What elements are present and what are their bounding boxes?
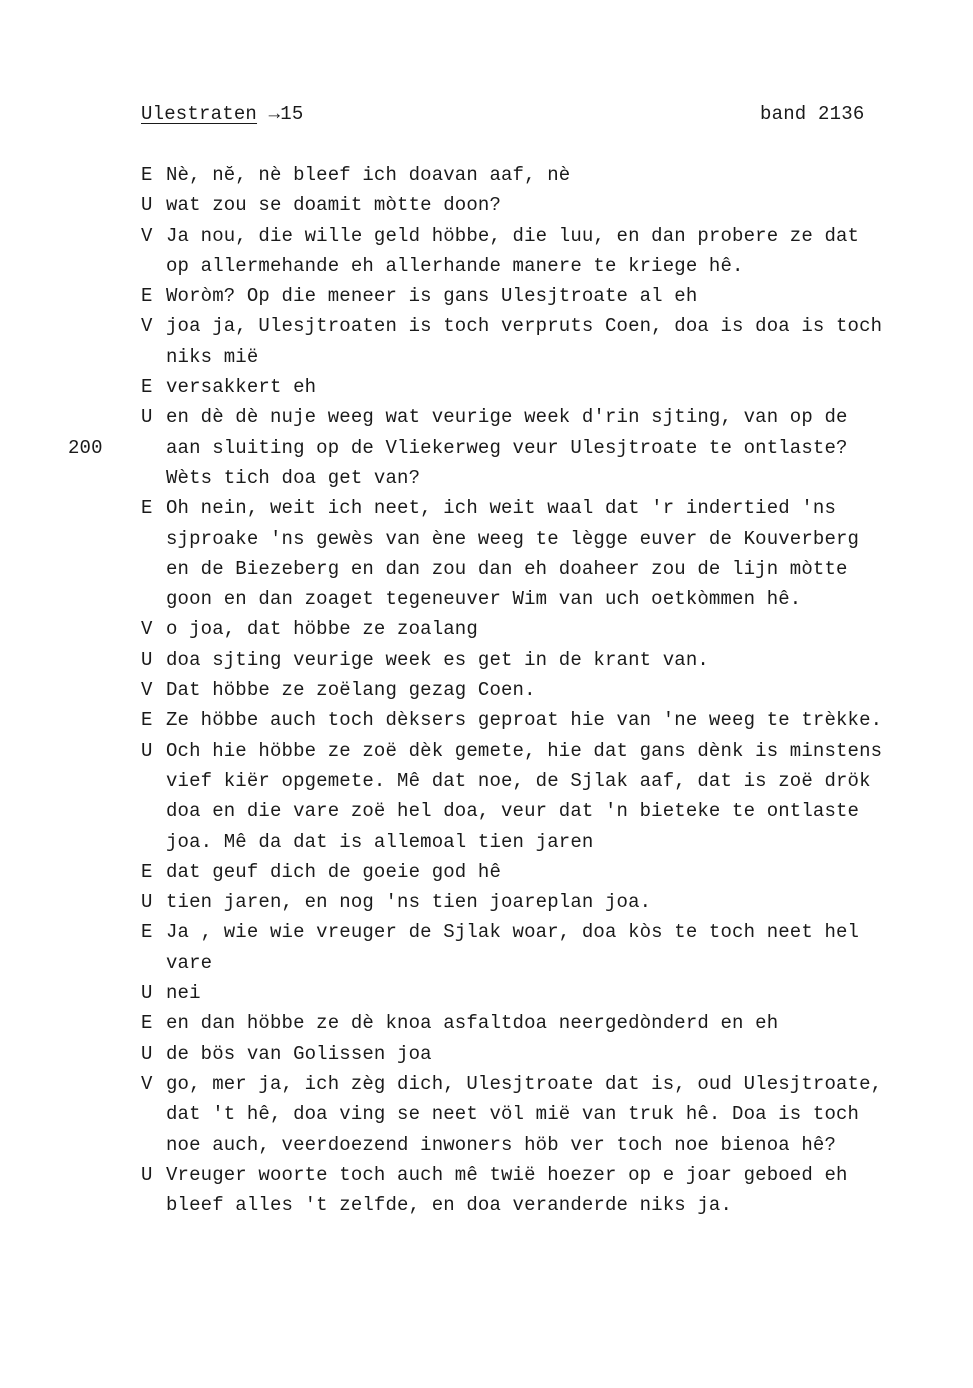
transcript-turn — [0, 190, 973, 220]
utterance-line: joa ja, Ulesjtroaten is toch verpruts Coen, doa is doa is toch — [166, 315, 883, 338]
utterance — [166, 1039, 946, 1069]
utterance-line: Woròm? Op die meneer is gans Ulesjtroate al eh — [166, 285, 698, 308]
utterance — [166, 281, 946, 311]
speaker-label: E — [141, 1012, 153, 1035]
utterance-line: sjproake 'ns gewès van ène weeg te lègge euver de Kouverberg — [166, 527, 860, 550]
transcript-turn — [0, 311, 973, 372]
header-place: Ulestraten — [141, 103, 258, 125]
margin-line-number: 200 — [68, 436, 103, 459]
utterance-line: doa en die vare zoë hel doa, veur dat 'n bieteke te ontlaste — [166, 800, 860, 823]
utterance — [166, 736, 946, 857]
header-number: →15 — [268, 103, 304, 125]
utterance — [166, 493, 946, 614]
utterance — [166, 221, 946, 282]
utterance — [166, 311, 946, 372]
utterance-line: Nè, nĕ, nè bleef ich doavan aaf, nè — [166, 164, 571, 186]
utterance-line: Och hie höbbe ze zoë dèk gemete, hie dat gans dènk is minstens — [166, 739, 883, 762]
speaker-label: U — [141, 1042, 153, 1065]
utterance-line: tien jaren, en nog 'ns tien joareplan joa. — [166, 891, 652, 914]
speaker-label: U — [141, 739, 153, 762]
speaker-label: U — [141, 648, 153, 671]
transcript-turn — [0, 160, 973, 190]
utterance-line: Oh nein, weit ich neet, ich weit waal dat 'r indertied 'ns — [166, 497, 837, 520]
utterance-line: vare — [166, 951, 213, 974]
transcript-turn — [0, 1008, 973, 1038]
transcript-turn — [0, 402, 973, 493]
utterance-line: en dan höbbe ze dè knoa asfaltdoa neergedònderd en eh — [166, 1012, 779, 1035]
utterance-line: dat 't hê, doa ving se neet völ mië van truk hê. Doa is toch — [166, 1103, 860, 1126]
transcript-turn — [0, 1069, 973, 1160]
utterance-line: niks mië — [166, 345, 259, 368]
transcript-turn — [0, 857, 973, 887]
speaker-label: E — [141, 709, 153, 732]
transcript-turn — [0, 493, 973, 614]
utterance-line: versakkert eh — [166, 376, 317, 399]
utterance-line: vief kiër opgemete. Mê dat noe, de Sjlak aaf, dat is zoë drök — [166, 769, 871, 792]
utterance-line: Wèts tich doa get van? — [166, 466, 421, 489]
utterance-line: de bös van Golissen joa — [166, 1042, 432, 1065]
transcript-turn — [0, 1160, 973, 1221]
speaker-label: V — [141, 618, 153, 641]
utterance — [166, 857, 946, 887]
transcript-turn — [0, 917, 973, 978]
header-place-number — [141, 103, 303, 125]
speaker-label: E — [141, 164, 153, 186]
transcript-turn — [0, 978, 973, 1008]
utterance-line: en de Biezeberg en dan zou dan eh doaheer zou de lijn mòtte — [166, 557, 848, 580]
speaker-label: E — [141, 376, 153, 399]
speaker-label: E — [141, 497, 153, 520]
transcript-turn — [0, 221, 973, 282]
speaker-label: U — [141, 194, 153, 217]
transcript-turn — [0, 736, 973, 857]
transcript-turn — [0, 614, 973, 644]
speaker-label: U — [141, 891, 153, 914]
utterance-line: Ja nou, die wille geld höbbe, die luu, en dan probere ze dat — [166, 224, 860, 247]
transcript-turn — [0, 645, 973, 675]
utterance — [166, 917, 946, 978]
speaker-label: U — [141, 982, 153, 1005]
utterance-line: en dè dè nuje weeg wat veurige week d'rin sjting, van op de — [166, 406, 848, 429]
utterance-line: joa. Mê da dat is allemoal tien jaren — [166, 830, 594, 853]
transcript-turn — [0, 1039, 973, 1069]
utterance-line: dat geuf dich de goeie god hê — [166, 860, 502, 883]
utterance — [166, 402, 946, 493]
utterance-line: doa sjting veurige week es get in de krant van. — [166, 648, 709, 671]
utterance — [166, 1160, 946, 1221]
utterance-line: go, mer ja, ich zèg dich, Ulesjtroate dat is, oud Ulesjtroate, — [166, 1072, 883, 1095]
speaker-label: E — [141, 860, 153, 883]
transcript-body — [0, 160, 973, 1220]
utterance-line: goon en dan zoaget tegeneuver Wim van uch oetkòmmen hê. — [166, 588, 802, 611]
speaker-label: V — [141, 679, 153, 702]
utterance — [166, 887, 946, 917]
transcript-turn — [0, 281, 973, 311]
speaker-label: U — [141, 1163, 153, 1186]
utterance-line: noe auch, veerdoezend inwoners höb ver toch noe bienoa hê? — [166, 1133, 837, 1156]
utterance-line: aan sluiting op de Vliekerweg veur Ulesjtroate te ontlaste? — [166, 436, 848, 459]
utterance — [166, 645, 946, 675]
utterance — [166, 705, 946, 735]
speaker-label: E — [141, 921, 153, 944]
utterance — [166, 675, 946, 705]
utterance-line: Ja , wie wie vreuger de Sjlak woar, doa kòs te toch neet hel — [166, 921, 860, 944]
utterance — [166, 160, 946, 190]
transcript-turn — [0, 675, 973, 705]
transcript-turn — [0, 887, 973, 917]
utterance-line: nei — [166, 982, 201, 1005]
utterance — [166, 190, 946, 220]
utterance-line: Dat höbbe ze zoëlang gezag Coen. — [166, 679, 536, 702]
utterance-line: o joa, dat höbbe ze zoalang — [166, 618, 478, 641]
utterance-line: op allermehande eh allerhande manere te kriege hê. — [166, 254, 744, 277]
speaker-label: V — [141, 315, 153, 338]
header-band: band 2136 — [760, 103, 865, 125]
utterance-line: wat zou se doamit mòtte doon? — [166, 194, 502, 217]
speaker-label: E — [141, 285, 153, 308]
utterance-line: Ze höbbe auch toch dèksers geproat hie van 'ne weeg te trèkke. — [166, 709, 883, 732]
utterance-line: Vreuger woorte toch auch mê twië hoezer op e joar geboed eh — [166, 1163, 848, 1186]
utterance — [166, 1069, 946, 1160]
transcript-turn — [0, 372, 973, 402]
utterance — [166, 978, 946, 1008]
speaker-label: V — [141, 224, 153, 247]
utterance — [166, 1008, 946, 1038]
transcript-turn — [0, 705, 973, 735]
utterance-line: bleef alles 't zelfde, en doa veranderde niks ja. — [166, 1194, 733, 1217]
speaker-label: V — [141, 1072, 153, 1095]
utterance — [166, 372, 946, 402]
utterance — [166, 614, 946, 644]
speaker-label: U — [141, 406, 153, 429]
